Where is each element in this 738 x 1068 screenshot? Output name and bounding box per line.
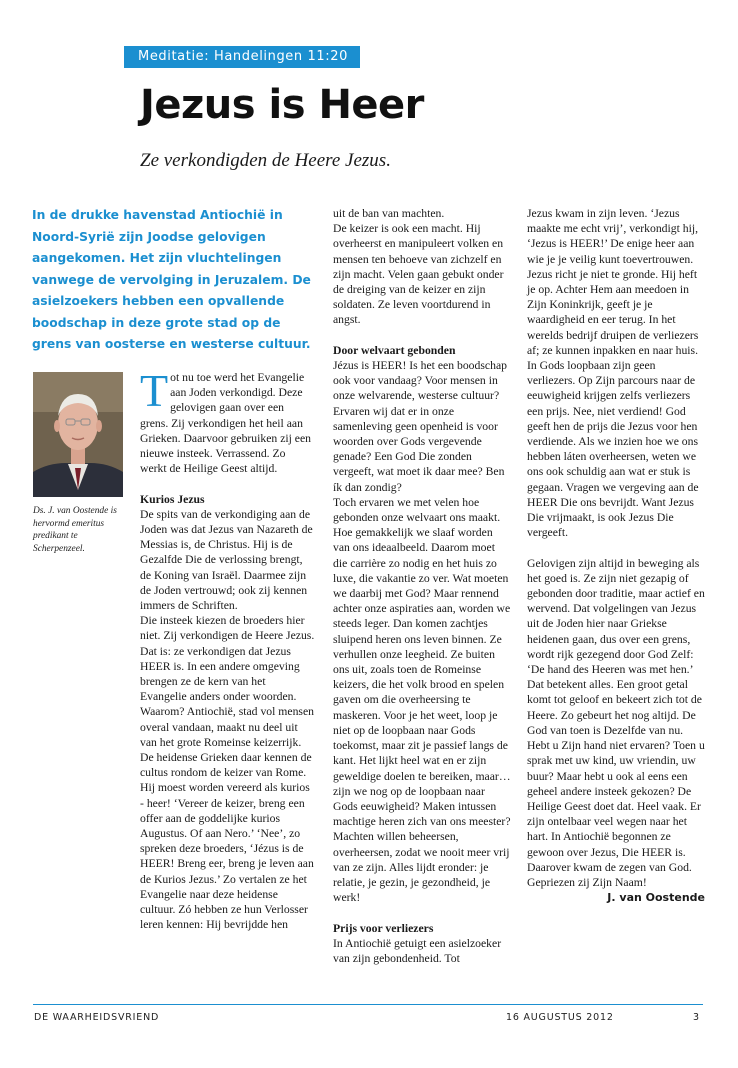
author-photo xyxy=(33,372,123,497)
author-signature: J. van Oostende xyxy=(607,891,705,905)
paragraph: Gelovigen zijn altijd in beweging als het goed is. Ze zijn niet gezapig of gebonden door traditie, maar actief en wervend. Dat volgelingen van Jezus uit de Joden hier naar Griekse heidenen gaan, dus over een grens, wordt rijk gezegend door God Zelf: ‘De hand des Heeren was met hen.’ Dat betekent alles. Een groot getal komt tot geloof en bekeert zich tot de Heere. Zo gebeurt het nog altijd. De God van toen is Dezelfde van nu. xyxy=(527,556,705,737)
subheading-prijs-voor-verliezers: Prijs voor verliezers xyxy=(333,921,434,935)
paragraph: In Antiochië getuigt een asielzoeker van zijn gebondenheid. Tot xyxy=(333,936,502,965)
footer-divider xyxy=(33,1004,703,1005)
opening-text: ot nu toe werd het Evangelie aan Joden verkondigd. Deze gelovigen gaan over een grens. Zij verkondigen het heil aan Grieken. Daarvoor gebruiken zij een nieuwe insteek. Verrassend. Zo werkt de Heilige Geest altijd. xyxy=(140,371,312,476)
article-column-3 xyxy=(527,206,705,905)
paragraph: De keizer is ook een macht. Hij overheerst en manipuleert volken en mensen ten behoeve van zichzelf en zijn macht. Velen gaan gebukt onder de dreiging van de keizer en zijn soldaten. Ze leven voortdurend in angst. xyxy=(333,222,504,327)
subheading-kurios-jezus: Kurios Jezus xyxy=(140,492,205,506)
article-title: Jezus is Heer xyxy=(140,82,424,128)
page-number: 3 xyxy=(693,1012,700,1023)
paragraph: Toch ervaren we met velen hoe gebonden onze welvaart ons maakt. Hoe gemakkelijk we slaaf worden van ons ideaalbeeld. Daarom moet die carrière zo nodig en het huis zo luxe, die vakantie zo ver. Wat moeten we daarbij met God? Maar rennend achter onze aspiraties aan, worden we steeds leger. Dan komen zachtjes sluipend heren ons leven binnen. Ze verhullen onze leegheid. Ze buiten ons uit, zoals toen de Romeinse keizers, die het volk brood en spelen gaven om die overheersing te maskeren. Voor je het weet, loop je niet op de loopbaan naar Gods toekomst, maar zit je passief langs de kant. Het lijkt heel wat en er zijn geweldige doelen te bereiken, maar… zijn we nog op de loopbaan naar Gods eeuwigheid? Maken intussen machtige heren zich van ons meester? Machten willen beheersen, overheersen, zodat we nooit meer vrij van ze zijn. Alles lijdt eronder: je relatie, je gezin, je gezondheid, je werk! xyxy=(333,495,511,905)
issue-date: 16 AUGUSTUS 2012 xyxy=(506,1012,614,1023)
subheading-door-welvaart-gebonden: Door welvaart gebonden xyxy=(333,343,456,357)
paragraph: Jézus is HEER! Is het een boodschap ook voor vandaag? Voor mensen in onze welvarende, westerse cultuur? Ervaren wij dat er in onze samenleving geen openheid is voor woorden over Gods vergevende genade? Een God Die zonden vergeeft, wat moet ik daar mee? Ben ík dan zondig? xyxy=(333,359,507,494)
publication-name: DE WAARHEIDSVRIEND xyxy=(34,1012,160,1023)
drop-cap: T xyxy=(140,365,169,416)
opening-paragraph xyxy=(140,365,315,476)
article-subtitle: Ze verkondigden de Heere Jezus. xyxy=(140,150,391,171)
paragraph: uit de ban van machten. xyxy=(333,207,445,220)
paragraph: Jezus kwam in zijn leven. ‘Jezus maakte me echt vrij’, verkondigt hij, ‘Jezus is HEER!’ De enige heer aan wie je je veilig kunt toevertrouwen. Jezus richt je niet te gronde. Hij heft je op. Achter Hem aan meedoen in Zijn Koninkrijk, geeft je je waardigheid en eer terug. In het werelds bedrijf druipen de verliezers af; ze kunnen inpakken en naar huis. In Gods loopbaan zijn geen verliezers. Op Zijn parcours naar de eeuwigheid krijgen zelfs verliezers een prijs. Nee, niet verdiend! God geeft hen de prijs die Jezus voor hen verdiende. Als we inzien hoe we ons hebben láten overheersen, weten we ons ook schuldig aan wat er stuk is gegaan. Vragen we vergeving aan de HEER Die ons bevrijdt. Want Jezus Die vrijmaakt, is ook Jezus Die vergeeft. xyxy=(527,207,699,540)
intro-paragraph: In de drukke havenstad Antiochië in Noord-Syrië zijn Joodse gelovigen aangekomen. Het zijn vluchtelingen vanwege de vervolging in Jeruzalem. De asielzoekers hebben een opvallende boodschap in deze grote stad op de grens van oosterse en westerse cultuur. xyxy=(32,208,311,351)
paragraph: Die insteek kiezen de broeders hier niet. Zij verkondigen de Heere Jezus. Dat is: ze verkondigen dat Jezus HEER is. In een andere omgeving brengen ze de kern van het Evangelie anders onder woorden. Waarom? Antiochië, stad vol mensen overal vandaan, maakt nu deel uit van het grote Romeinse keizerrijk. De heidense Grieken daar kennen de cultus rondom de keizer van Rome. Hij moest worden vereerd als kurios - heer! ‘Vereer de keizer, breng een offer aan de goddelijke kurios Augustus. Of aan Nero.’ ‘Nee’, zo spreken deze broeders, ‘Jézus is de HEER! Breng eer, breng je leven aan de Kurios Jezus.’ Zo vertalen ze het Evangelie naar deze heidense cultuur. Zó hebben ze hun Verlosser leren kennen: Hij bevrijdde hen xyxy=(140,614,315,932)
paragraph: Hebt u Zijn hand niet ervaren? Toen u sprak met uw kind, uw vriendin, uw buur? Maar hebt u ook al eens een geheel andere insteek gekozen? De Heilige Geest doet dat. Heel vaak. Er zijn ontelbaar veel wegen naar het hart. In Antiochië begonnen ze gewoon over Jezus, Die HEER is. Daarover kwam de zegen van God. Gepriezen zij Zijn Naam! xyxy=(527,739,705,889)
paragraph: De spits van de verkondiging aan de Joden was dat Jezus van Nazareth de Messias is, de Christus. Hij is de Gezalfde Die de verlossing brengt, de Koning van Israël. Daarmee zijn de Joden vertrouwd; ook zij kennen immers de Schriften. xyxy=(140,507,313,613)
section-banner: Meditatie: Handelingen 11:20 xyxy=(124,46,360,68)
article-column-2 xyxy=(333,206,511,966)
article-column-1 xyxy=(140,365,315,933)
photo-caption: Ds. J. van Oostende is hervormd emeritus predikant te Scherpenzeel. xyxy=(33,506,117,554)
